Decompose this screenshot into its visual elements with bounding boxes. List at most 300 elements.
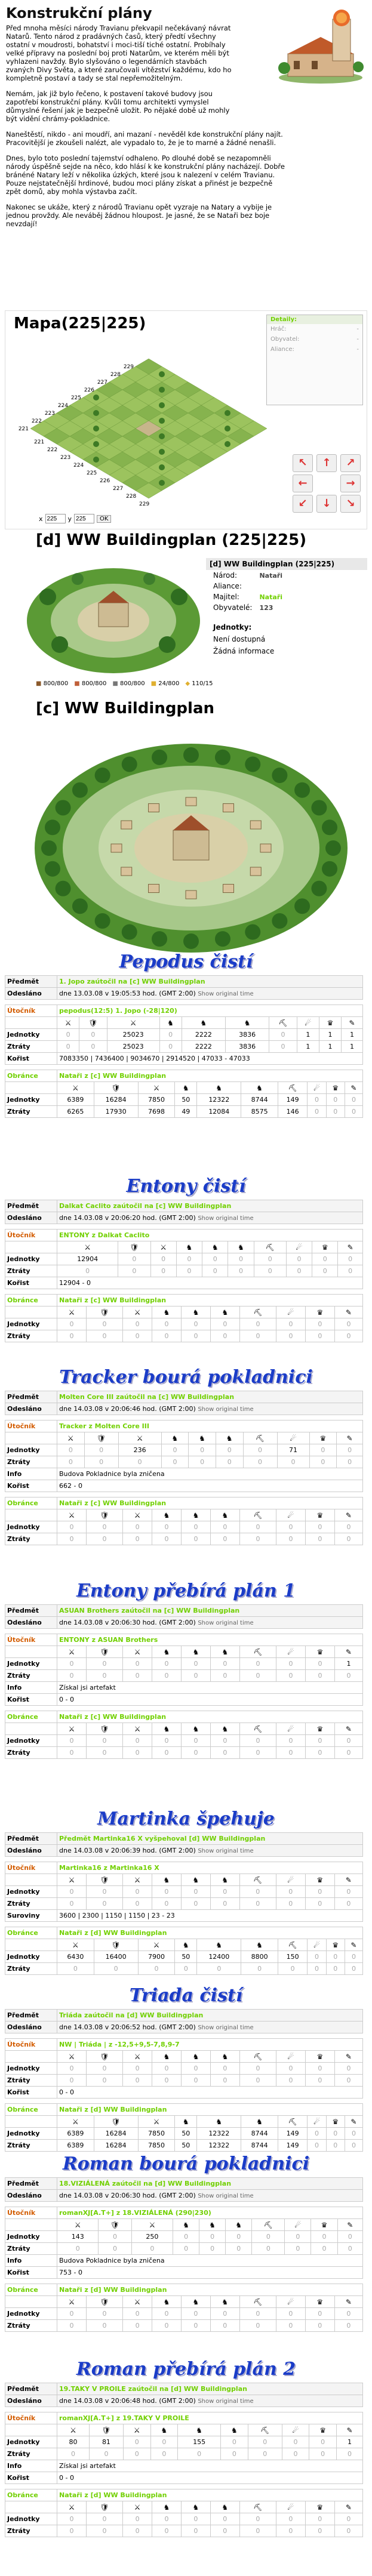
unit-count-cell: 0 xyxy=(84,1456,118,1468)
defender-name[interactable]: Nataři z [d] WW Buildingplan xyxy=(57,2104,363,2116)
unit-count-cell: 0 xyxy=(228,1253,254,1265)
unit-count-cell: 0 xyxy=(241,1963,278,1975)
unit-type-icon: ♞ xyxy=(175,1939,197,1951)
report-subject[interactable]: 1. Jopo zaútočil na [c] WW Buildingplan xyxy=(57,976,363,988)
crop-consumption: ◆ 110/15 xyxy=(185,680,213,687)
unit-count-cell: 0 xyxy=(176,1253,202,1265)
unit-count-cell: 0 xyxy=(57,1330,87,1342)
unit-count-cell: 49 xyxy=(175,1106,197,1118)
village-building-icon[interactable] xyxy=(260,844,271,852)
intro-paragraph-2: Nemám, jak již bylo řečeno, k postavení takové budovy jsou zapotřebí konstrukční plány. Kvůli tomu architekti vymyslel důmyslné řešení jak je bezpečně uložit. Po nějaké době už mohly být vidění chrámy-pokladnice. xyxy=(6,90,230,123)
report-booty: 0 - 0 xyxy=(57,1694,363,1706)
map-x-label: 229 xyxy=(139,501,150,507)
village-building-icon[interactable] xyxy=(186,890,196,899)
map-tree-icon xyxy=(93,457,99,463)
unit-count-cell: 12400 xyxy=(197,1951,241,1963)
report-header-table: Předmět Molten Core III zaútočil na [c] WW Buildingplan Odesláno dne 14.03.08 v 20:06:46 hod. (GMT 2:00) Show original time xyxy=(5,1391,363,1415)
unit-type-icon: ☄ xyxy=(285,2219,311,2231)
unit-type-icon: 🛡 xyxy=(89,2424,123,2436)
report-section-title: Tracker bourá pokladnici xyxy=(59,1367,313,1388)
report-subject[interactable]: 19.TAKY V PROILE zaútočil na [d] WW Buildingplan xyxy=(57,2383,363,2395)
report-subject[interactable]: 18.VIZIÁLENÁ zaútočil na [d] WW Buildingplan xyxy=(57,2178,363,2190)
unit-count-cell: 0 xyxy=(305,2063,334,2075)
unit-count-cell: 0 xyxy=(199,2231,226,2243)
unit-count-cell: 0 xyxy=(309,1444,337,1456)
map-nav-right-arrow-icon[interactable]: → xyxy=(340,474,361,492)
unit-type-icon: ♛ xyxy=(305,2501,334,2513)
unit-type-icon: ♞ xyxy=(182,1017,225,1029)
defender-name[interactable]: Nataři z [c] WW Buildingplan xyxy=(57,1295,363,1307)
unit-count-cell: 0 xyxy=(181,1533,210,1545)
unit-count-cell: 0 xyxy=(202,1253,228,1265)
unit-type-icon: ⚔ xyxy=(57,2051,87,2063)
unit-count-cell: 0 xyxy=(152,2525,182,2537)
unit-count-cell: 0 xyxy=(57,2243,99,2255)
unit-count-cell: 0 xyxy=(181,2513,210,2525)
unit-count-cell: 0 xyxy=(57,1886,87,1898)
unit-type-icon: ⛏ xyxy=(239,1509,276,1521)
map-tree-icon xyxy=(93,441,99,447)
unit-type-icon: ♞ xyxy=(152,1723,182,1735)
unit-count-cell: 0 xyxy=(276,1318,306,1330)
unit-type-icon: ♞ xyxy=(182,1646,211,1658)
unit-count-cell: 0 xyxy=(334,1670,362,1682)
unit-count-cell: 50 xyxy=(175,1094,197,1106)
report-section-title: Pepodus čistí xyxy=(119,951,253,972)
report-header-table: Předmět 18.VIZIÁLENÁ zaútočil na [d] WW Buildingplan Odesláno dne 14.03.08 v 20:06:30 hod. (GMT 2:00) Show original time xyxy=(5,2177,363,2202)
village-tree-icon xyxy=(152,931,167,947)
defender-name[interactable]: Nataři z [c] WW Buildingplan xyxy=(57,1497,363,1509)
unit-type-icon: ♛ xyxy=(306,1646,335,1658)
unit-count-cell: 0 xyxy=(239,2320,276,2332)
unit-count-cell: 0 xyxy=(210,2075,239,2087)
isometric-map[interactable] xyxy=(18,341,274,514)
unit-type-icon: 🛡 xyxy=(79,1017,107,1029)
unit-count-cell: 7900 xyxy=(138,1951,175,1963)
unit-count-cell: 0 xyxy=(199,2243,226,2255)
village-building-icon[interactable] xyxy=(223,885,234,893)
unit-type-icon: ♞ xyxy=(152,2296,182,2308)
unit-count-cell: 0 xyxy=(150,1265,176,1277)
unit-count-cell: 0 xyxy=(152,1735,182,1747)
village-tree-icon xyxy=(311,881,327,896)
unit-count-cell: 0 xyxy=(123,2063,152,2075)
unit-count-cell: 0 xyxy=(276,1521,306,1533)
unit-type-icon: ⚔ xyxy=(123,2424,150,2436)
defender-table: Obránce Nataři z [d] WW Buildingplan ⚔ 🛡 ⚔ ♞ ♞ ♞ ⛏ ☄ ♛ ✎ Jednotky 0 0 0 0 0 0 0 0 0 0 Ztráty 0 0 0 0 0 0 0 0 0 0 xyxy=(5,2284,363,2332)
unit-type-icon: ⛏ xyxy=(239,2051,276,2063)
clay-icon: ■ xyxy=(74,680,80,687)
attacker-name[interactable]: ENTONY z Dalkat Caclito xyxy=(57,1230,363,1241)
report-section-title: Roman bourá pokladnici xyxy=(62,2153,310,2174)
report-sent-time: dne 14.03.08 v 20:06:39 hod. (GMT 2:00) Show original time xyxy=(57,1845,363,1857)
map-nav-down-arrow-icon[interactable]: ↓ xyxy=(316,495,337,513)
unit-type-icon: ☄ xyxy=(308,1082,326,1094)
unit-count-cell: 1 xyxy=(319,1029,341,1041)
map-tree-icon xyxy=(93,426,99,432)
map-panel xyxy=(5,310,367,529)
unit-type-icon: ⚔ xyxy=(57,1939,94,1951)
intro-paragraph-3: Naneštěstí, nikdo - ani moudří, ani mazaní - nevěděl kde konstrukční plány najít. Pracovitější je zkoušeli nalézt, ale vypadalo to, že je to marné a žádné nenašli. xyxy=(6,130,283,147)
unit-count-cell: 0 xyxy=(182,1670,211,1682)
unit-count-cell: 0 xyxy=(305,1521,334,1533)
unit-count-cell: 0 xyxy=(239,1735,276,1747)
map-y-label: 222 xyxy=(31,418,42,424)
unit-count-cell: 0 xyxy=(312,1265,338,1277)
attacker-name[interactable]: pepodus(12:5) 1. Jopo (-28|120) xyxy=(57,1005,363,1017)
unit-type-icon: ♞ xyxy=(197,1082,241,1094)
village-building-icon[interactable] xyxy=(149,885,159,893)
unit-count-cell: 2222 xyxy=(182,1029,225,1041)
unit-type-icon: ⚔ xyxy=(150,1241,176,1253)
village-info-row: Obyvatelé: 123 xyxy=(213,603,273,612)
village-tree-icon xyxy=(215,931,230,947)
unit-count-cell: 8575 xyxy=(241,1106,278,1118)
unit-count-cell: 0 xyxy=(159,1029,182,1041)
unit-count-cell: 0 xyxy=(336,2448,362,2460)
unit-count-cell: 0 xyxy=(152,1318,182,1330)
unit-type-icon: ♞ xyxy=(152,1646,182,1658)
unit-type-icon: ♞ xyxy=(210,1509,239,1521)
unit-count-cell: 0 xyxy=(239,1521,276,1533)
unit-type-icon: ♞ xyxy=(228,1241,254,1253)
unit-type-icon: 🛡 xyxy=(86,1723,122,1735)
unit-type-icon: ✎ xyxy=(334,2051,362,2063)
coord-y-label: y xyxy=(67,514,72,523)
unit-count-cell: 0 xyxy=(123,1898,152,1910)
unit-type-icon: 🛡 xyxy=(94,2116,138,2128)
unit-count-cell: 1 xyxy=(342,1029,363,1041)
village-tree-icon xyxy=(322,819,337,835)
unit-count-cell: 0 xyxy=(57,2513,87,2525)
village-building-icon[interactable] xyxy=(250,867,261,876)
coord-x-input[interactable] xyxy=(45,514,66,523)
unit-count-cell: 0 xyxy=(276,1670,306,1682)
village-tree-icon xyxy=(45,861,60,877)
unit-type-icon: ♞ xyxy=(175,2116,197,2128)
unit-count-cell: 0 xyxy=(221,2448,248,2460)
village-building-icon[interactable] xyxy=(223,803,234,812)
unit-type-icon: ⚔ xyxy=(138,1082,175,1094)
unit-type-icon: ✎ xyxy=(334,1509,362,1521)
defender-name[interactable]: Nataři z [d] WW Buildingplan xyxy=(57,2489,363,2501)
defender-table: Obránce Nataři z [d] WW Buildingplan ⚔ 🛡 ⚔ ♞ ♞ ♞ ⛏ ☄ ♛ ✎ Jednotky 6430 16400 7900 50 12400 8800 150 0 0 0 Ztráty 0 0 0 0 0 0 0 0 0 0 xyxy=(5,1927,363,1975)
unit-count-cell: 0 xyxy=(181,1330,210,1342)
unit-count-cell: 149 xyxy=(278,1094,307,1106)
village-building-icon[interactable] xyxy=(186,797,196,806)
unit-count-cell: 0 xyxy=(276,2308,305,2320)
unit-count-cell: 8800 xyxy=(241,1951,278,1963)
wonder-tower-illustration xyxy=(276,7,365,85)
unit-count-cell: 3836 xyxy=(225,1041,269,1053)
village-info-row: Majitel: Nataři xyxy=(213,593,282,601)
unit-count-cell: 0 xyxy=(334,1330,362,1342)
unit-count-cell: 7850 xyxy=(138,2140,175,2152)
unit-count-cell: 0 xyxy=(210,2063,239,2075)
defender-name[interactable]: Nataři z [c] WW Buildingplan xyxy=(57,1070,363,1082)
unit-count-cell: 16400 xyxy=(94,1951,138,1963)
defender-name[interactable]: Nataři z [c] WW Buildingplan xyxy=(57,1711,363,1723)
map-nav-up-left-arrow-icon[interactable]: ↖ xyxy=(293,454,313,472)
unit-type-icon: ♞ xyxy=(181,2296,210,2308)
unit-type-icon: ♞ xyxy=(181,2051,210,2063)
unit-count-cell: 0 xyxy=(286,1265,312,1277)
village-tree-icon xyxy=(272,768,287,783)
unit-count-cell: 0 xyxy=(239,2513,276,2525)
report-subject[interactable]: Molten Core III zaútočil na [c] WW Buildingplan xyxy=(57,1391,363,1403)
battle-report xyxy=(5,1832,363,1975)
report-section-title: Roman přebírá plán 2 xyxy=(76,2359,296,2380)
unit-type-icon: ⚔ xyxy=(57,1241,118,1253)
unit-count-cell: 0 xyxy=(57,1533,87,1545)
unit-type-icon: ⛏ xyxy=(278,1082,307,1094)
unit-type-icon: ♞ xyxy=(210,2501,239,2513)
unit-count-cell: 0 xyxy=(123,2075,152,2087)
unit-count-cell: 0 xyxy=(239,2525,276,2537)
unit-count-cell: 0 xyxy=(239,1330,276,1342)
defender-table: Obránce Nataři z [c] WW Buildingplan ⚔ 🛡 ⚔ ♞ ♞ ♞ ⛏ ☄ ♛ ✎ Jednotky 0 0 0 0 0 0 0 0 0 0 Ztráty 0 0 0 0 0 0 0 0 0 0 xyxy=(5,1294,363,1342)
crop-icon: ■ xyxy=(150,680,157,687)
report-sent-time: dne 14.03.08 v 20:06:30 hod. (GMT 2:00) Show original time xyxy=(57,1617,363,1629)
unit-count-cell: 25023 xyxy=(107,1041,159,1053)
unit-type-icon: ⚔ xyxy=(57,1082,94,1094)
unit-count-cell: 12084 xyxy=(197,1106,241,1118)
village-tree-icon xyxy=(294,898,310,914)
attacker-name[interactable]: romanXJ[A.T+] z 18.VIZIÁLENÁ (290|230) xyxy=(57,2207,363,2219)
unit-count-cell: 0 xyxy=(86,1658,122,1670)
unit-type-icon: ☄ xyxy=(276,1723,306,1735)
unit-type-icon: ♞ xyxy=(181,2501,210,2513)
unit-count-cell: 0 xyxy=(254,1253,286,1265)
unit-count-cell: 0 xyxy=(276,2513,305,2525)
report-booty: 12904 - 0 xyxy=(57,1277,363,1289)
village-tree-icon xyxy=(72,898,88,914)
unit-count-cell: 0 xyxy=(189,1456,216,1468)
report-sent-time: dne 14.03.08 v 20:06:52 hod. (GMT 2:00) Show original time xyxy=(57,2022,363,2033)
unit-count-cell: 0 xyxy=(86,2308,122,2320)
unit-count-cell: 0 xyxy=(305,1318,334,1330)
village-building-icon[interactable] xyxy=(250,821,261,829)
unit-count-cell: 0 xyxy=(286,1253,312,1265)
village-tree-icon xyxy=(311,800,327,815)
unit-type-icon: ♞ xyxy=(216,1432,243,1444)
unit-type-icon: ♞ xyxy=(181,1723,210,1735)
attacker-table: Útočník NW | Triáda | z -12,5+9,5-7,8,9-7 ⚔ 🛡 ⚔ ♞ ♞ ♞ ⛏ ☄ ♛ ✎ Jednotky 0 0 0 0 0 0 0 0 0 0 Ztráty 0 0 0 0 0 0 0 0 0 0 Kořist 0 - 0 xyxy=(5,2038,363,2099)
unit-count-cell: 0 xyxy=(309,2436,337,2448)
unit-count-cell: 0 xyxy=(57,2075,87,2087)
unit-count-cell: 0 xyxy=(254,1265,286,1277)
map-nav-up-arrow-icon[interactable]: ↑ xyxy=(316,454,337,472)
unit-count-cell: 0 xyxy=(152,2075,182,2087)
unit-count-cell: 0 xyxy=(308,2128,326,2140)
unit-count-cell: 0 xyxy=(345,2140,362,2152)
unit-count-cell: 80 xyxy=(57,2436,90,2448)
unit-count-cell: 0 xyxy=(181,2320,210,2332)
unit-type-icon: ♞ xyxy=(150,2424,178,2436)
map-nav-down-left-arrow-icon[interactable]: ↙ xyxy=(293,495,313,513)
report-section-title: Triada čistí xyxy=(129,1985,243,2006)
unit-count-cell: 0 xyxy=(84,1444,118,1456)
village-tree-icon xyxy=(122,756,137,772)
unit-count-cell: 0 xyxy=(334,1318,362,1330)
village-building-icon[interactable] xyxy=(111,844,122,852)
unit-count-cell: 0 xyxy=(210,1658,239,1670)
attacker-name[interactable]: Martinka16 z Martinka16 X xyxy=(57,1862,363,1874)
unit-type-icon: ♞ xyxy=(197,2116,241,2128)
unit-count-cell: 0 xyxy=(181,1521,210,1533)
unit-count-cell: 0 xyxy=(175,1963,197,1975)
unit-count-cell: 6430 xyxy=(57,1951,94,1963)
unit-count-cell: 0 xyxy=(345,1094,362,1106)
map-nav-left-arrow-icon[interactable]: ← xyxy=(293,474,313,492)
unit-count-cell: 0 xyxy=(57,1444,85,1456)
map-detail-row: Aliance: - xyxy=(270,346,359,353)
unit-type-icon: ✎ xyxy=(334,1307,362,1318)
unit-count-cell: 0 xyxy=(326,2140,345,2152)
unit-count-cell: 0 xyxy=(152,1886,181,1898)
unit-count-cell: 0 xyxy=(276,2320,305,2332)
unit-count-cell: 0 xyxy=(57,1670,87,1682)
village-building-icon[interactable] xyxy=(121,821,132,829)
defender-name[interactable]: Nataři z [d] WW Buildingplan xyxy=(57,1927,363,1939)
report-booty: 7083350 | 7436400 | 9034670 | 2914520 | 47033 - 47033 xyxy=(57,1053,363,1065)
unit-count-cell: 0 xyxy=(123,2525,152,2537)
report-subject[interactable]: Předmět Martinka16 X vyšpehoval [d] WW Buildingplan xyxy=(57,1833,363,1845)
defender-table: Obránce Nataři z [c] WW Buildingplan ⚔ 🛡 ⚔ ♞ ♞ ♞ ⛏ ☄ ♛ ✎ Jednotky 0 0 0 0 0 0 0 0 0 0 Ztráty 0 0 0 0 0 0 0 0 0 0 xyxy=(5,1711,363,1759)
unit-type-icon: ♛ xyxy=(305,2051,334,2063)
unit-type-icon: ♞ xyxy=(189,1432,216,1444)
unit-count-cell: 16284 xyxy=(94,2128,138,2140)
unit-count-cell: 0 xyxy=(243,1444,277,1456)
unit-count-cell: 0 xyxy=(57,1029,79,1041)
attacker-name[interactable]: NW | Triáda | z -12,5+9,5-7,8,9-7 xyxy=(57,2039,363,2051)
unit-count-cell: 0 xyxy=(210,2320,239,2332)
unit-count-cell: 0 xyxy=(282,2448,309,2460)
unit-type-icon: ♛ xyxy=(305,1874,334,1886)
unit-type-icon: 🛡 xyxy=(118,1241,150,1253)
unit-count-cell: 0 xyxy=(86,2320,122,2332)
map-x-label: 222 xyxy=(47,447,58,453)
unit-count-cell: 0 xyxy=(308,2140,326,2152)
unit-type-icon: ♞ xyxy=(181,1509,210,1521)
unit-count-cell: 0 xyxy=(305,1898,334,1910)
unit-count-cell: 0 xyxy=(79,1029,107,1041)
village-tree-icon xyxy=(245,925,260,940)
unit-count-cell: 0 xyxy=(181,1747,210,1759)
unit-count-cell: 0 xyxy=(276,1533,306,1545)
unit-count-cell: 0 xyxy=(123,1670,152,1682)
coord-ok-button[interactable]: OK xyxy=(97,515,111,523)
attacker-name[interactable]: romanXJ[A.T+] z 19.TAKY V PROILE xyxy=(57,2412,363,2424)
unit-type-icon: 🛡 xyxy=(86,1874,122,1886)
village-tree-icon xyxy=(56,800,71,815)
unit-count-cell: 0 xyxy=(86,2075,122,2087)
unit-count-cell: 0 xyxy=(248,2448,282,2460)
unit-type-icon: ♞ xyxy=(159,1017,182,1029)
unit-count-cell: 0 xyxy=(123,1747,152,1759)
unit-type-icon: 🛡 xyxy=(86,1307,122,1318)
coord-y-input[interactable] xyxy=(74,514,94,523)
unit-count-cell: 0 xyxy=(334,1886,362,1898)
unit-count-cell: 0 xyxy=(326,1951,345,1963)
unit-count-cell: 0 xyxy=(152,1658,182,1670)
unit-count-cell: 12322 xyxy=(197,2140,241,2152)
unit-type-icon: ♞ xyxy=(210,1307,239,1318)
report-subject[interactable]: Triáda zaútočil na [d] WW Buildingplan xyxy=(57,2010,363,2022)
unit-type-icon: ⚔ xyxy=(123,1874,152,1886)
unit-count-cell: 155 xyxy=(178,2436,221,2448)
unit-count-cell: 0 xyxy=(239,1898,276,1910)
report-subject[interactable]: Dalkat Caclito zaútočil na [c] WW Buildingplan xyxy=(57,1200,363,1212)
unit-count-cell: 0 xyxy=(210,1670,239,1682)
unit-type-icon: ⚔ xyxy=(123,2051,152,2063)
map-nav-up-right-arrow-icon[interactable]: ↗ xyxy=(340,454,361,472)
unit-count-cell: 8744 xyxy=(241,1094,278,1106)
unit-count-cell: 0 xyxy=(252,2243,285,2255)
unit-type-icon: ♛ xyxy=(312,1241,338,1253)
unit-count-cell: 0 xyxy=(57,1747,87,1759)
unit-type-icon: ⛏ xyxy=(248,2424,282,2436)
unit-count-cell: 0 xyxy=(181,1898,210,1910)
attacker-table: Útočník Martinka16 z Martinka16 X ⚔ 🛡 ⚔ ♞ ♞ ♞ ⛏ ☄ ♛ ✎ Jednotky 0 0 0 0 0 0 0 0 0 0 Ztráty 0 0 0 0 0 0 0 0 0 0 Suroviny 3600 | 2300 | 1150 | 1150 | 23 - 23 xyxy=(5,1862,363,1922)
unit-type-icon: ☄ xyxy=(276,2296,305,2308)
unit-type-icon: ☄ xyxy=(276,1307,306,1318)
village-tree-icon xyxy=(183,933,199,949)
unit-count-cell: 0 xyxy=(118,1456,161,1468)
attacker-name[interactable]: ENTONY z ASUAN Brothers xyxy=(57,1634,363,1646)
unit-count-cell: 1 xyxy=(297,1041,319,1053)
unit-count-cell: 0 xyxy=(138,1963,175,1975)
unit-type-icon: ⛏ xyxy=(239,2501,276,2513)
unit-count-cell: 0 xyxy=(334,1533,362,1545)
unit-type-icon: ♞ xyxy=(161,1432,189,1444)
unit-count-cell: 0 xyxy=(337,1444,363,1456)
village-building-icon[interactable] xyxy=(121,867,132,876)
report-info: Získal jsi artefakt xyxy=(57,1682,363,1694)
unit-count-cell: 81 xyxy=(89,2436,123,2448)
unit-count-cell: 0 xyxy=(181,2075,210,2087)
village-tree-icon xyxy=(56,881,71,896)
defender-table: Obránce Nataři z [d] WW Buildingplan ⚔ 🛡 ⚔ ♞ ♞ ♞ ⛏ ☄ ♛ ✎ Jednotky 0 0 0 0 0 0 0 0 0 0 Ztráty 0 0 0 0 0 0 0 0 0 0 xyxy=(5,2489,363,2537)
resource-bar xyxy=(36,680,352,687)
map-nav-down-right-arrow-icon[interactable]: ↘ xyxy=(340,495,361,513)
map-tree-icon xyxy=(93,410,99,416)
unit-type-icon: ⚔ xyxy=(57,2219,99,2231)
defender-name[interactable]: Nataři z [d] WW Buildingplan xyxy=(57,2284,363,2296)
village-building-icon[interactable] xyxy=(149,803,159,812)
unit-count-cell: 0 xyxy=(57,1456,85,1468)
unit-count-cell: 0 xyxy=(210,1533,239,1545)
unit-count-cell: 0 xyxy=(123,1330,152,1342)
unit-count-cell: 0 xyxy=(182,1658,211,1670)
unit-type-icon: ✎ xyxy=(338,1241,363,1253)
attacker-name[interactable]: Tracker z Molten Core III xyxy=(57,1421,363,1432)
unit-count-cell: 16284 xyxy=(94,1094,138,1106)
unit-type-icon: ☄ xyxy=(276,1646,306,1658)
unit-count-cell: 6389 xyxy=(57,2128,94,2140)
unit-count-cell: 0 xyxy=(57,1265,118,1277)
unit-count-cell: 0 xyxy=(243,1456,277,1468)
unit-type-icon: ⚔ xyxy=(118,1432,161,1444)
map-detail-panel xyxy=(266,315,363,405)
unit-type-icon: ⚔ xyxy=(131,2219,173,2231)
unit-count-cell: 0 xyxy=(210,1521,239,1533)
unit-type-icon: ♛ xyxy=(319,1017,341,1029)
unit-count-cell: 0 xyxy=(276,2063,306,2075)
unit-count-cell: 0 xyxy=(57,1898,87,1910)
report-subject[interactable]: ASUAN Brothers zaútočil na [c] WW Buildingplan xyxy=(57,1605,363,1617)
attacker-table: Útočník romanXJ[A.T+] z 19.TAKY V PROILE ⚔ 🛡 ⚔ ♞ ♞ ♞ ⛏ ☄ ♛ ✎ Jednotky 80 81 0 0 155 0 0 0 0 1 Ztráty 0 0 0 0 0 0 0 0 0 0 Info Získal jsi artefakt Kořist 0 - 0 xyxy=(5,2412,363,2484)
